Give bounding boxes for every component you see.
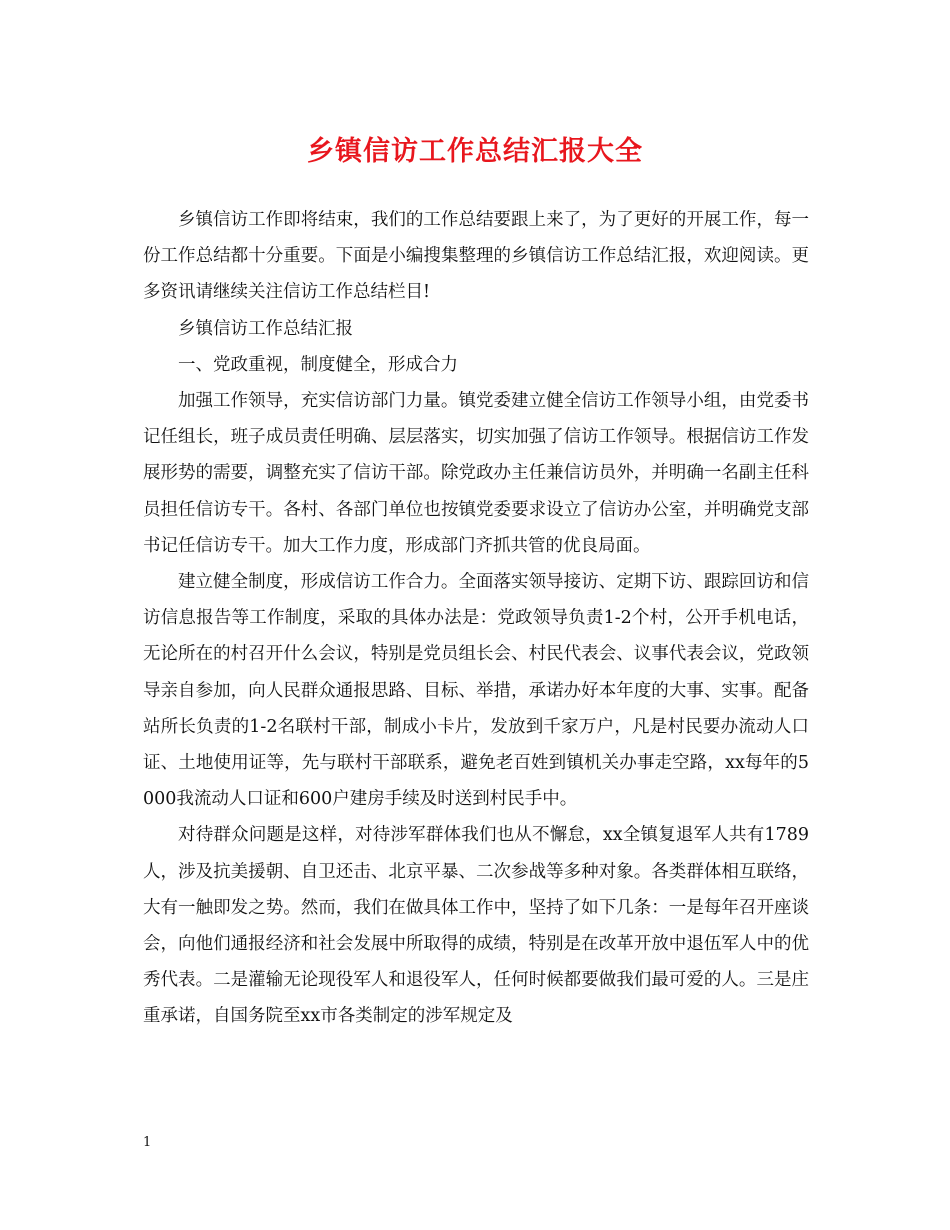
paragraph-subtitle: 乡镇信访工作总结汇报 xyxy=(178,318,353,339)
document-body xyxy=(143,202,809,1035)
paragraph-intro: 乡镇信访工作即将结束，我们的工作总结要跟上来了，为了更好的开展工作，每一份工作总结都十分重要。下面是小编搜集整理的乡镇信访工作总结汇报，欢迎阅读。更多资讯请继续关注信访工作总结栏目! xyxy=(143,210,809,303)
paragraph-body: 建立健全制度，形成信访工作合力。全面落实领导接访、定期下访、跟踪回访和信访信息报告等工作制度，采取的具体办法是：党政领导负责1-2个村，公开手机电话，无论所在的村召开什么会议，特别是党员组长会、村民代表会、议事代表会议，党政领导亲自参加，向人民群众通报思路、目标、举措，承诺办好本年度的大事、实事。配备站所长负责的1-2名联村干部，制成小卡片，发放到千家万户，凡是村民要办流动人口证、土地使用证等，先与联村干部联系，避免老百姓到镇机关办事走空路，xx每年的5000我流动人口证和600户建房手续及时送到村民手中。 xyxy=(143,572,809,810)
paragraph-body: 加强工作领导，充实信访部门力量。镇党委建立健全信访工作领导小组，由党委书记任组长，班子成员责任明确、层层落实，切实加强了信访工作领导。根据信访工作发展形势的需要，调整充实了信访干部。除党政办主任兼信访员外，并明确一名副主任科员担任信访专干。各村、各部门单位也按镇党委要求设立了信访办公室，并明确党支部书记任信访专干。加大工作力度，形成部门齐抓共管的优良局面。 xyxy=(143,391,809,556)
document-title: 乡镇信访工作总结汇报大全 xyxy=(307,136,643,167)
page-number: 1 xyxy=(143,1135,152,1150)
paragraph-body: 对待群众问题是这样，对待涉军群体我们也从不懈怠，xx全镇复退军人共有1789人，涉及抗美援朝、自卫还击、北京平暴、二次参战等多种对象。各类群体相互联络，大有一触即发之势。然而，我们在做具体工作中，坚持了如下几条：一是每年召开座谈会，向他们通报经济和社会发展中所取得的成绩，特别是在改革开放中退伍军人中的优秀代表。二是灌输无论现役军人和退役军人，任何时候都要做我们最可爱的人。三是庄重承诺，自国务院至xx市各类制定的涉军规定及 xyxy=(143,825,809,1027)
section-heading: 一、党政重视，制度健全，形成合力 xyxy=(178,354,458,375)
